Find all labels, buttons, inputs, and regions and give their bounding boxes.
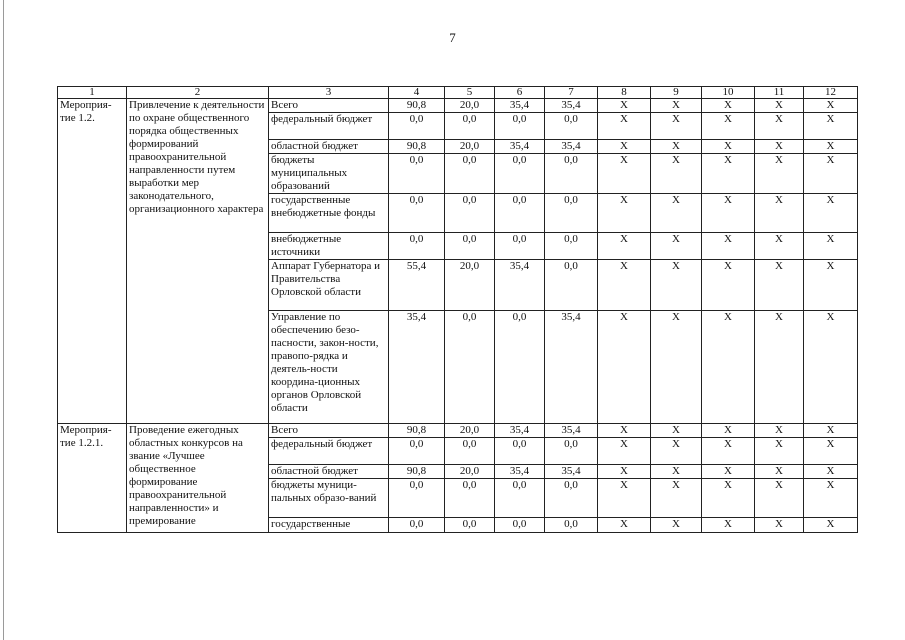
- amount-cell: 35,4: [495, 424, 545, 438]
- measure-id: Мероприя-тие 1.2.1.: [58, 424, 127, 533]
- x-mark-cell: X: [755, 424, 804, 438]
- column-number: 8: [598, 87, 651, 99]
- x-mark-cell: X: [804, 140, 858, 154]
- funding-source: Аппарат Губернатора и Правительства Орловской области: [269, 260, 389, 311]
- amount-cell: 0,0: [445, 518, 495, 533]
- x-mark-cell: X: [702, 311, 755, 424]
- column-number: 10: [702, 87, 755, 99]
- x-mark-cell: X: [702, 479, 755, 518]
- amount-cell: 0,0: [445, 479, 495, 518]
- measure-name: Привлечение к деятельности по охране общественного порядка общественных формирований правоохранительной направленности путем выработки мер законодательного, организационного характера: [127, 99, 269, 424]
- x-mark-cell: X: [651, 479, 702, 518]
- x-mark-cell: X: [804, 479, 858, 518]
- amount-cell: 0,0: [445, 438, 495, 465]
- x-mark-cell: X: [804, 154, 858, 194]
- amount-cell: 0,0: [495, 479, 545, 518]
- column-number: 6: [495, 87, 545, 99]
- x-mark-cell: X: [598, 113, 651, 140]
- x-mark-cell: X: [702, 154, 755, 194]
- amount-cell: 90,8: [389, 99, 445, 113]
- x-mark-cell: X: [804, 311, 858, 424]
- funding-source: государственные: [269, 518, 389, 533]
- x-mark-cell: X: [651, 465, 702, 479]
- table-row: [58, 99, 858, 113]
- amount-cell: 0,0: [495, 438, 545, 465]
- x-mark-cell: X: [651, 518, 702, 533]
- x-mark-cell: X: [755, 233, 804, 260]
- x-mark-cell: X: [804, 260, 858, 311]
- x-mark-cell: X: [702, 438, 755, 465]
- amount-cell: 0,0: [495, 194, 545, 233]
- x-mark-cell: X: [651, 113, 702, 140]
- amount-cell: 90,8: [389, 465, 445, 479]
- amount-cell: 35,4: [545, 465, 598, 479]
- amount-cell: 35,4: [495, 140, 545, 154]
- x-mark-cell: X: [702, 424, 755, 438]
- x-mark-cell: X: [755, 194, 804, 233]
- funding-source: бюджеты муниципальных образований: [269, 154, 389, 194]
- funding-source: федеральный бюджет: [269, 438, 389, 465]
- measure-name: Проведение ежегодных областных конкурсов на звание «Лучшее общественное формирование правоохранительной направленности» и премирование: [127, 424, 269, 533]
- amount-cell: 0,0: [445, 194, 495, 233]
- funding-source: федеральный бюджет: [269, 113, 389, 140]
- amount-cell: 35,4: [545, 140, 598, 154]
- page-number: 7: [449, 30, 456, 45]
- x-mark-cell: X: [651, 194, 702, 233]
- x-mark-cell: X: [755, 140, 804, 154]
- x-mark-cell: X: [702, 260, 755, 311]
- x-mark-cell: X: [598, 260, 651, 311]
- amount-cell: 20,0: [445, 140, 495, 154]
- x-mark-cell: X: [702, 465, 755, 479]
- x-mark-cell: X: [804, 194, 858, 233]
- x-mark-cell: X: [702, 99, 755, 113]
- amount-cell: 0,0: [495, 154, 545, 194]
- x-mark-cell: X: [755, 311, 804, 424]
- x-mark-cell: X: [651, 233, 702, 260]
- amount-cell: 35,4: [495, 465, 545, 479]
- x-mark-cell: X: [702, 140, 755, 154]
- column-number-row: [58, 87, 858, 99]
- x-mark-cell: X: [804, 465, 858, 479]
- x-mark-cell: X: [804, 424, 858, 438]
- amount-cell: 0,0: [389, 113, 445, 140]
- x-mark-cell: X: [804, 99, 858, 113]
- x-mark-cell: X: [755, 260, 804, 311]
- amount-cell: 0,0: [545, 479, 598, 518]
- x-mark-cell: X: [804, 518, 858, 533]
- x-mark-cell: X: [598, 424, 651, 438]
- x-mark-cell: X: [598, 233, 651, 260]
- x-mark-cell: X: [598, 194, 651, 233]
- amount-cell: 0,0: [389, 518, 445, 533]
- column-number: 5: [445, 87, 495, 99]
- amount-cell: 0,0: [389, 479, 445, 518]
- x-mark-cell: X: [755, 99, 804, 113]
- budget-table: [57, 86, 858, 533]
- funding-source: областной бюджет: [269, 465, 389, 479]
- funding-source: Всего: [269, 99, 389, 113]
- x-mark-cell: X: [598, 438, 651, 465]
- amount-cell: 0,0: [445, 311, 495, 424]
- funding-source: Всего: [269, 424, 389, 438]
- amount-cell: 20,0: [445, 424, 495, 438]
- funding-source: государственные внебюджетные фонды: [269, 194, 389, 233]
- amount-cell: 0,0: [545, 260, 598, 311]
- amount-cell: 0,0: [495, 113, 545, 140]
- page-edge-line: [3, 0, 4, 640]
- amount-cell: 0,0: [389, 194, 445, 233]
- x-mark-cell: X: [755, 154, 804, 194]
- amount-cell: 35,4: [545, 424, 598, 438]
- amount-cell: 0,0: [495, 518, 545, 533]
- x-mark-cell: X: [702, 518, 755, 533]
- x-mark-cell: X: [702, 113, 755, 140]
- x-mark-cell: X: [598, 465, 651, 479]
- x-mark-cell: X: [651, 311, 702, 424]
- x-mark-cell: X: [755, 438, 804, 465]
- x-mark-cell: X: [755, 518, 804, 533]
- x-mark-cell: X: [755, 465, 804, 479]
- amount-cell: 20,0: [445, 99, 495, 113]
- x-mark-cell: X: [755, 479, 804, 518]
- funding-source: внебюджетные источники: [269, 233, 389, 260]
- funding-source: бюджеты муници-пальных образо-ваний: [269, 479, 389, 518]
- column-number: 4: [389, 87, 445, 99]
- amount-cell: 0,0: [545, 438, 598, 465]
- amount-cell: 0,0: [389, 438, 445, 465]
- amount-cell: 0,0: [545, 233, 598, 260]
- column-number: 11: [755, 87, 804, 99]
- amount-cell: 35,4: [495, 99, 545, 113]
- amount-cell: 35,4: [545, 99, 598, 113]
- funding-source: областной бюджет: [269, 140, 389, 154]
- amount-cell: 0,0: [389, 233, 445, 260]
- x-mark-cell: X: [702, 194, 755, 233]
- column-number: 7: [545, 87, 598, 99]
- x-mark-cell: X: [651, 424, 702, 438]
- x-mark-cell: X: [804, 438, 858, 465]
- x-mark-cell: X: [598, 479, 651, 518]
- amount-cell: 0,0: [445, 233, 495, 260]
- table-row: [58, 424, 858, 438]
- column-number: 12: [804, 87, 858, 99]
- x-mark-cell: X: [755, 113, 804, 140]
- amount-cell: 0,0: [545, 113, 598, 140]
- column-number: 3: [269, 87, 389, 99]
- amount-cell: 0,0: [545, 518, 598, 533]
- amount-cell: 35,4: [389, 311, 445, 424]
- amount-cell: 20,0: [445, 465, 495, 479]
- amount-cell: 90,8: [389, 424, 445, 438]
- x-mark-cell: X: [598, 99, 651, 113]
- x-mark-cell: X: [598, 140, 651, 154]
- amount-cell: 0,0: [445, 113, 495, 140]
- x-mark-cell: X: [804, 113, 858, 140]
- amount-cell: 20,0: [445, 260, 495, 311]
- amount-cell: 0,0: [545, 154, 598, 194]
- column-number: 9: [651, 87, 702, 99]
- x-mark-cell: X: [598, 518, 651, 533]
- x-mark-cell: X: [651, 438, 702, 465]
- x-mark-cell: X: [651, 140, 702, 154]
- x-mark-cell: X: [598, 154, 651, 194]
- amount-cell: 90,8: [389, 140, 445, 154]
- x-mark-cell: X: [651, 154, 702, 194]
- amount-cell: 0,0: [445, 154, 495, 194]
- x-mark-cell: X: [702, 233, 755, 260]
- x-mark-cell: X: [598, 311, 651, 424]
- amount-cell: 35,4: [495, 260, 545, 311]
- amount-cell: 0,0: [495, 233, 545, 260]
- measure-id: Мероприя-тие 1.2.: [58, 99, 127, 424]
- amount-cell: 35,4: [545, 311, 598, 424]
- amount-cell: 55,4: [389, 260, 445, 311]
- x-mark-cell: X: [804, 233, 858, 260]
- column-number: 2: [127, 87, 269, 99]
- funding-source: Управление по обеспечению безо-пасности, закон-ности, правопо-рядка и деятель-ности координа-ционных органов Орловской области: [269, 311, 389, 424]
- amount-cell: 0,0: [389, 154, 445, 194]
- x-mark-cell: X: [651, 260, 702, 311]
- amount-cell: 0,0: [495, 311, 545, 424]
- x-mark-cell: X: [651, 99, 702, 113]
- amount-cell: 0,0: [545, 194, 598, 233]
- column-number: 1: [58, 87, 127, 99]
